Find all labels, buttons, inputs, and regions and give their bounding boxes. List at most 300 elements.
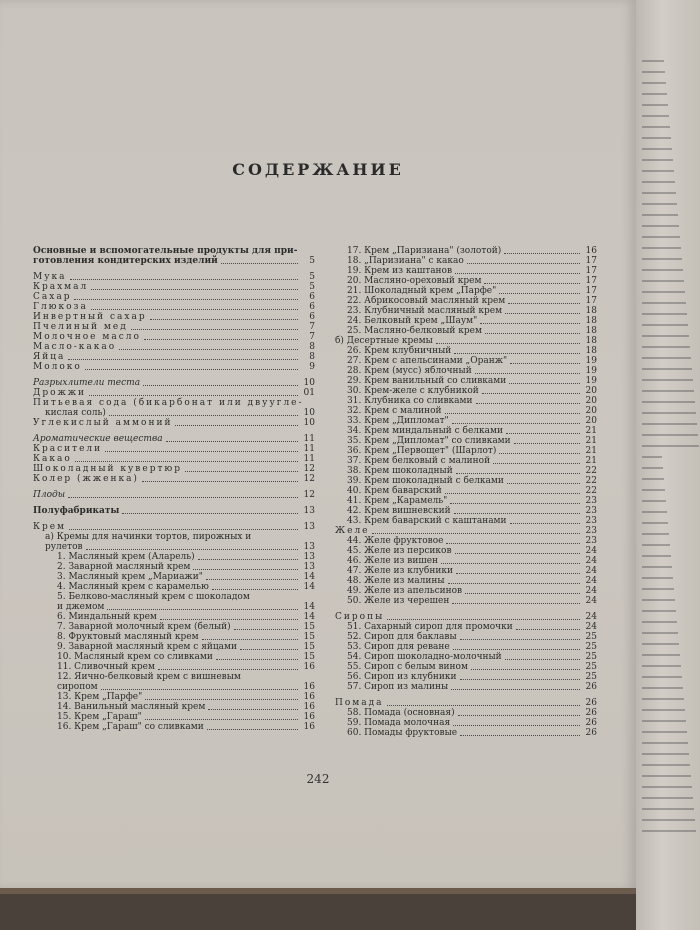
toc-entry-title: 20. Масляно-ореховый крем [347, 276, 482, 286]
toc-entry-page: 16 [303, 662, 315, 672]
ghost-text-line [642, 676, 682, 678]
dot-leader [482, 393, 580, 394]
dot-leader [206, 579, 298, 580]
toc-entry[interactable] [33, 398, 315, 408]
toc-entry-page: 6 [309, 292, 315, 302]
toc-entry-page: 25 [585, 672, 597, 682]
toc-entry[interactable] [335, 456, 597, 466]
dot-leader [158, 669, 298, 670]
dot-leader [455, 273, 580, 274]
toc-entry-title: 30. Крем-желе с клубникой [347, 386, 479, 396]
toc-entry-title: 24. Белковый крем „Шаум" [347, 316, 478, 326]
ghost-text-line [642, 467, 663, 469]
toc-entry[interactable] [335, 642, 597, 652]
toc-entry-page: 23 [585, 516, 597, 526]
dot-leader [387, 705, 580, 706]
toc-entry[interactable] [335, 708, 597, 718]
toc-entry-page: 15 [303, 652, 315, 662]
toc-entry-title: готовления кондитерских изделий [33, 256, 218, 266]
toc-entry-title: 58. Помада (основная) [347, 708, 455, 718]
page-number: 242 [306, 772, 330, 786]
toc-entry-page: 17 [585, 266, 597, 276]
toc-entry-page: 18 [585, 346, 597, 356]
toc-entry[interactable] [33, 342, 315, 352]
toc-entry-title: 6. Миндальный крем [57, 612, 157, 622]
toc-entry-title: 41. Крем „Карамель" [347, 496, 448, 506]
toc-entry-title: 11. Сливочный крем [57, 662, 155, 672]
toc-entry-title: 57. Сироп из малины [347, 682, 449, 692]
toc-entry-title: 19. Крем из каштанов [347, 266, 453, 276]
ghost-text-line [642, 577, 673, 579]
dot-leader [445, 413, 581, 414]
toc-entry-page: 5 [309, 282, 315, 292]
dot-leader [221, 263, 298, 264]
dot-leader [89, 395, 298, 396]
toc-entry[interactable] [335, 506, 597, 516]
toc-entry-page: 16 [303, 702, 315, 712]
ghost-text-line [642, 412, 696, 414]
dot-leader [510, 523, 580, 524]
toc-entry[interactable] [335, 486, 597, 496]
toc-entry-page: 22 [585, 476, 597, 486]
dot-leader [75, 461, 298, 462]
toc-entry[interactable] [335, 728, 597, 738]
toc-entry-title: Разрыхлители теста [33, 378, 141, 388]
toc-entry[interactable] [33, 722, 315, 732]
toc-entry[interactable] [33, 542, 315, 552]
toc-entry[interactable] [33, 322, 315, 332]
toc-entry[interactable] [33, 532, 315, 542]
ghost-text-line [642, 148, 672, 150]
toc-entry-title: 27. Крем с апельсинами „Оранж" [347, 356, 508, 366]
toc-entry-title: 42. Крем вишневский [347, 506, 451, 516]
toc-entry-page: 25 [585, 642, 597, 652]
dot-leader [454, 353, 580, 354]
toc-entry-page: 21 [585, 446, 597, 456]
toc-entry-title: 49. Желе из апельсинов [347, 586, 463, 596]
toc-entry[interactable] [335, 586, 597, 596]
dot-leader [436, 343, 580, 344]
toc-entry[interactable] [33, 474, 315, 484]
toc-entry[interactable] [33, 388, 315, 398]
toc-entry-page: 5 [309, 272, 315, 282]
toc-entry-page: 12 [303, 474, 315, 484]
dot-leader [166, 441, 298, 442]
toc-entry-title: Молочное масло [33, 332, 141, 342]
dot-leader [484, 283, 580, 284]
toc-entry[interactable] [33, 464, 315, 474]
dot-leader [107, 609, 298, 610]
ghost-text-line [642, 291, 685, 293]
toc-entry-title: 28. Крем (мусс) яблочный [347, 366, 472, 376]
dot-leader [122, 513, 298, 514]
toc-entry[interactable] [33, 642, 315, 652]
toc-entry-page: 11 [303, 444, 315, 454]
toc-entry-page: 12 [303, 464, 315, 474]
toc-entry-page: 16 [585, 246, 597, 256]
toc-entry-title: 46. Желе из вишен [347, 556, 439, 566]
toc-entry-title: 4. Масляный крем с карамелью [57, 582, 209, 592]
toc-entry[interactable] [33, 672, 315, 682]
dot-leader [452, 423, 580, 424]
toc-entry-page: 8 [309, 342, 315, 352]
toc-entry-title: 1. Масляный крем (Аларель) [57, 552, 195, 562]
toc-entry-title: Сиропы [335, 612, 385, 622]
toc-entry[interactable] [33, 362, 315, 372]
toc-entry-title: Красители [33, 444, 103, 454]
ghost-text-line [642, 456, 662, 458]
toc-entry-page: 15 [303, 622, 315, 632]
toc-entry[interactable] [335, 276, 597, 286]
toc-entry-title: рулетов [45, 542, 83, 552]
toc-entry-page: 6 [309, 302, 315, 312]
ghost-text-line [642, 731, 687, 733]
toc-entry[interactable] [335, 596, 597, 606]
toc-entry[interactable] [335, 296, 597, 306]
toc-entry-page: 24 [585, 576, 597, 586]
dot-leader [74, 299, 298, 300]
ghost-text-line [642, 786, 692, 788]
toc-entry[interactable] [335, 566, 597, 576]
dot-leader [452, 603, 580, 604]
ghost-text-line [642, 93, 667, 95]
toc-entry[interactable] [33, 612, 315, 622]
toc-entry[interactable] [335, 652, 597, 662]
toc-entry-title: а) Кремы для начинки тортов, пирожных и [45, 532, 252, 542]
toc-entry[interactable] [335, 536, 597, 546]
ghost-text-line [642, 775, 691, 777]
ghost-text-line [642, 665, 681, 667]
dot-leader [485, 333, 580, 334]
ghost-text-line [642, 225, 679, 227]
toc-entry[interactable] [33, 582, 315, 592]
toc-entry[interactable] [335, 266, 597, 276]
toc-entry[interactable] [33, 552, 315, 562]
toc-entry[interactable] [335, 612, 597, 622]
toc-entry-page: 18 [585, 326, 597, 336]
toc-entry[interactable] [335, 256, 597, 266]
toc-entry-page: 26 [585, 718, 597, 728]
toc-entry[interactable] [33, 302, 315, 312]
dot-leader [441, 563, 580, 564]
toc-entry[interactable] [335, 426, 597, 436]
ghost-text-line [642, 830, 696, 832]
dot-leader [202, 639, 298, 640]
toc-entry[interactable] [33, 444, 315, 454]
toc-entry-title: Желе [335, 526, 370, 536]
toc-entry-title: 25. Масляно-белковый крем [347, 326, 482, 336]
toc-entry-title: Крахмал [33, 282, 89, 292]
toc-entry[interactable] [335, 672, 597, 682]
ghost-text-line [642, 445, 699, 447]
toc-entry-page: 20 [585, 416, 597, 426]
ghost-text-line [642, 104, 668, 106]
toc-entry[interactable] [33, 622, 315, 632]
ghost-text-line [642, 434, 698, 436]
toc-entry-title: 35. Крем „Дипломат" со сливками [347, 436, 511, 446]
toc-entry[interactable] [335, 526, 597, 536]
ghost-text-line [642, 357, 691, 359]
toc-entry-page: 23 [585, 496, 597, 506]
toc-entry-page: 26 [585, 728, 597, 738]
toc-entry-page: 24 [585, 566, 597, 576]
toc-entry[interactable] [33, 292, 315, 302]
ghost-text-line [642, 720, 686, 722]
dot-leader [240, 649, 298, 650]
toc-entry[interactable] [335, 682, 597, 692]
toc-entry[interactable] [335, 576, 597, 586]
toc-entry-title: 52. Сироп для баклавы [347, 632, 457, 642]
toc-entry[interactable] [33, 332, 315, 342]
toc-entry-title: 33. Крем „Дипломат" [347, 416, 449, 426]
ghost-text-line [642, 764, 690, 766]
ghost-text-line [642, 346, 690, 348]
dot-leader [499, 453, 580, 454]
toc-entry[interactable] [335, 466, 597, 476]
toc-entry[interactable] [335, 346, 597, 356]
dot-leader [455, 553, 580, 554]
toc-entry-page: 8 [309, 352, 315, 362]
dot-leader [198, 559, 298, 560]
toc-entry-page: 16 [303, 722, 315, 732]
toc-entry[interactable] [335, 496, 597, 506]
toc-entry-page: 5 [309, 256, 315, 266]
toc-entry-title: Молоко [33, 362, 82, 372]
toc-entry[interactable] [335, 516, 597, 526]
toc-entry-title: 48. Желе из малины [347, 576, 445, 586]
toc-entry[interactable] [335, 286, 597, 296]
toc-entry-page: 25 [585, 652, 597, 662]
dot-leader [91, 309, 298, 310]
dot-leader [504, 253, 580, 254]
toc-entry-page: 14 [303, 612, 315, 622]
toc-entry[interactable] [33, 632, 315, 642]
toc-entry[interactable] [33, 256, 315, 266]
ghost-text-line [642, 522, 668, 524]
toc-entry[interactable] [335, 476, 597, 486]
toc-entry[interactable] [33, 662, 315, 672]
toc-entry-page: 01 [303, 388, 315, 398]
toc-entry[interactable] [33, 454, 315, 464]
toc-entry[interactable] [33, 408, 315, 418]
toc-entry-title: Мука [33, 272, 67, 282]
toc-entry-page: 18 [585, 316, 597, 326]
ghost-text-line [642, 258, 682, 260]
toc-entry[interactable] [335, 326, 597, 336]
ghost-text-line [642, 126, 670, 128]
ghost-text-line [642, 742, 688, 744]
toc-entry-title: Колер (жженка) [33, 474, 139, 484]
toc-entry[interactable] [33, 702, 315, 712]
toc-entry-title: 16. Крем „Гараш" со сливками [57, 722, 204, 732]
dot-leader [480, 323, 580, 324]
toc-entry[interactable] [335, 718, 597, 728]
adjacent-page-edge [636, 0, 700, 930]
toc-entry[interactable] [335, 306, 597, 316]
toc-entry-page: 18 [585, 336, 597, 346]
dot-leader [456, 473, 580, 474]
toc-entry[interactable] [33, 312, 315, 322]
toc-entry-title: 59. Помада молочная [347, 718, 451, 728]
toc-entry-page: 14 [303, 602, 315, 612]
toc-entry[interactable] [33, 712, 315, 722]
toc-entry-title: 36. Крем „Первощет" (Шарлот) [347, 446, 497, 456]
dot-leader [460, 735, 580, 736]
dot-leader [207, 729, 298, 730]
ghost-text-line [642, 753, 689, 755]
toc-entry-page: 22 [585, 486, 597, 496]
toc-entry[interactable] [33, 378, 315, 388]
ghost-text-line [642, 654, 680, 656]
toc-entry[interactable] [33, 562, 315, 572]
toc-entry-page: 11 [303, 434, 315, 444]
toc-entry-title: 12. Яично-белковый крем с вишневым [57, 672, 241, 682]
dot-leader [467, 263, 580, 264]
toc-entry-title: и джемом [57, 602, 105, 612]
toc-entry-page: 20 [585, 386, 597, 396]
toc-entry-page: 7 [309, 322, 315, 332]
toc-entry[interactable] [33, 506, 315, 516]
toc-entry[interactable] [335, 436, 597, 446]
toc-entry-page: 7 [309, 332, 315, 342]
toc-entry-page: 15 [303, 632, 315, 642]
toc-entry-page: 24 [585, 596, 597, 606]
toc-entry[interactable] [335, 662, 597, 672]
dot-leader [475, 373, 580, 374]
dot-leader [85, 369, 298, 370]
toc-entry-title: 7. Заварной молочный крем (белый) [57, 622, 231, 632]
toc-entry-page: 25 [585, 632, 597, 642]
toc-entry[interactable] [335, 336, 597, 346]
toc-entry-title: 5. Белково-масляный крем с шоколадом [57, 592, 250, 602]
toc-entry-page: 17 [585, 286, 597, 296]
toc-entry[interactable] [335, 632, 597, 642]
toc-entry-title: Ароматические вещества [33, 434, 163, 444]
ghost-text-line [642, 819, 695, 821]
toc-entry-title: 32. Крем с малиной [347, 406, 442, 416]
toc-entry[interactable] [33, 592, 315, 602]
dot-leader [456, 573, 580, 574]
toc-entry-title: 51. Сахарный сироп для промочки [347, 622, 513, 632]
toc-entry-title: Шоколадный кувертюр [33, 464, 183, 474]
toc-entry[interactable] [33, 272, 315, 282]
toc-entry-page: 10 [303, 408, 315, 418]
toc-entry-page: 14 [303, 582, 315, 592]
toc-entry-page: 17 [585, 296, 597, 306]
toc-entry[interactable] [335, 698, 597, 708]
toc-entry[interactable] [335, 356, 597, 366]
ghost-text-line [642, 379, 693, 381]
toc-entry-page: 15 [303, 642, 315, 652]
toc-entry[interactable] [335, 546, 597, 556]
ghost-text-line [642, 687, 683, 689]
toc-entry[interactable] [33, 652, 315, 662]
toc-entry[interactable] [33, 282, 315, 292]
toc-entry-page: 23 [585, 506, 597, 516]
ghost-text-line [642, 511, 667, 513]
toc-entry[interactable] [335, 376, 597, 386]
dot-leader [509, 383, 580, 384]
toc-entry[interactable] [335, 366, 597, 376]
toc-entry-page: 13 [303, 562, 315, 572]
toc-entry-title: 44. Желе фруктовое [347, 536, 444, 546]
toc-entry[interactable] [335, 416, 597, 426]
toc-entry[interactable] [335, 386, 597, 396]
toc-entry[interactable] [335, 446, 597, 456]
toc-entry-title: 54. Сироп шоколадно-молочный [347, 652, 502, 662]
toc-entry-page: 24 [585, 612, 597, 622]
toc-entry-title: 14. Ванильный масляный крем [57, 702, 206, 712]
toc-entry[interactable] [335, 316, 597, 326]
dot-leader [91, 289, 298, 290]
toc-entry-page: 23 [585, 536, 597, 546]
ghost-text-line [642, 82, 666, 84]
dot-leader [142, 481, 298, 482]
dot-leader [372, 533, 580, 534]
toc-entry[interactable] [33, 682, 315, 692]
toc-entry-page: 24 [585, 586, 597, 596]
toc-entry-title: Основные и вспомогательные продукты для при- [33, 246, 298, 256]
toc-entry-page: 19 [585, 376, 597, 386]
dot-leader [175, 425, 298, 426]
toc-entry[interactable] [33, 352, 315, 362]
ghost-text-line [642, 302, 686, 304]
toc-entry[interactable] [335, 406, 597, 416]
toc-entry-page: 24 [585, 546, 597, 556]
toc-entry[interactable] [33, 522, 315, 532]
ghost-text-line [642, 203, 677, 205]
dot-leader [68, 497, 298, 498]
ghost-text-line [642, 500, 666, 502]
dot-leader [460, 679, 580, 680]
toc-entry[interactable] [33, 246, 315, 256]
toc-entry-title: Какао [33, 454, 72, 464]
toc-entry[interactable] [335, 246, 597, 256]
ghost-text-line [642, 247, 681, 249]
toc-entry-page: 24 [585, 556, 597, 566]
toc-entry[interactable] [335, 396, 597, 406]
toc-entry-title: 47. Желе из клубники [347, 566, 453, 576]
dot-leader [109, 415, 298, 416]
ghost-text-line [642, 159, 673, 161]
toc-entry-page: 13 [303, 542, 315, 552]
toc-entry[interactable] [33, 490, 315, 500]
dot-leader [69, 529, 298, 530]
toc-entry-page: 12 [303, 490, 315, 500]
toc-entry-page: 25 [585, 662, 597, 672]
toc-entry-page: 16 [303, 712, 315, 722]
toc-entry[interactable] [33, 692, 315, 702]
toc-entry-page: 19 [585, 366, 597, 376]
toc-entry-page: 26 [585, 708, 597, 718]
toc-entry-title: 37. Крем белковый с малиной [347, 456, 491, 466]
toc-entry-page: 13 [303, 506, 315, 516]
dot-leader [476, 403, 580, 404]
toc-entry-title: 23. Клубничный масляный крем [347, 306, 503, 316]
toc-entry-title: 13. Крем „Парфе" [57, 692, 143, 702]
toc-entry[interactable] [33, 602, 315, 612]
ghost-text-line [642, 698, 684, 700]
toc-entry[interactable] [33, 572, 315, 582]
toc-entry[interactable] [335, 556, 597, 566]
toc-entry[interactable] [33, 434, 315, 444]
dot-leader [514, 443, 580, 444]
toc-entry-title: 29. Крем ванильный со сливками [347, 376, 507, 386]
toc-entry[interactable] [335, 622, 597, 632]
page-edge [0, 888, 636, 894]
toc-entry[interactable] [33, 418, 315, 428]
toc-entry-page: 20 [585, 406, 597, 416]
